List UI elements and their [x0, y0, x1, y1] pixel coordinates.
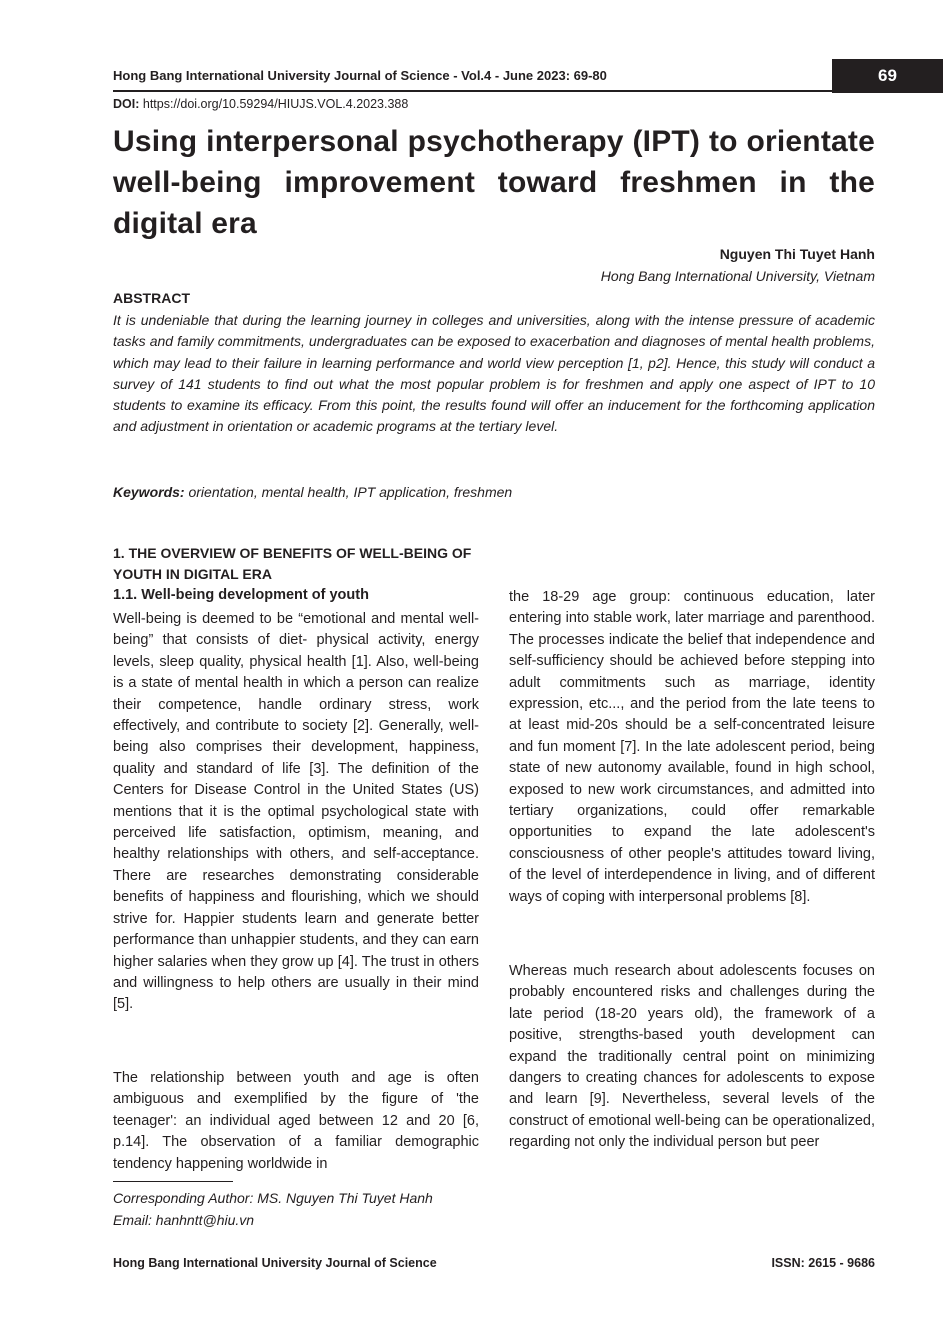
abstract-text: It is undeniable that during the learning journey in colleges and universities, along with the intense pressure of academic tasks and family commitments, undergraduates can be exposed to exacerbation and diagnoses of mental health problems, which may lead to their failure in learning performance and world view perception [1, p2]. Hence, this study will conduct a survey of 141 students to find out what the most popular problem is for freshmen and apply one aspect of IPT to 10 students to examine its efficacy. From this point, the results found will offer an inducement for the forthcoming application and adjustment in orientation or academic programs at the tertiary level.: [113, 312, 875, 435]
running-header: Hong Bang International University Journal of Science - Vol.4 - June 2023: 69-80: [113, 68, 607, 83]
keywords-label: Keywords:: [113, 484, 185, 500]
author-email[interactable]: Email: hanhntt@hiu.vn: [113, 1212, 255, 1228]
header-rule: [113, 90, 832, 92]
article-title: Using interpersonal psychotherapy (IPT) to orientate well-being improvement toward freshmen in the digital era: [113, 125, 875, 240]
corresponding-author: Corresponding Author: MS. Nguyen Thi Tuyet Hanh: [113, 1190, 433, 1206]
section-heading: 1. THE OVERVIEW OF BENEFITS OF WELL-BEING OF YOUTH IN DIGITAL ERA: [113, 545, 472, 582]
doi-line: [113, 97, 408, 111]
left-column-paragraph-1: Well-being is deemed to be “emotional and mental well-being” that consists of diet- physical activity, energy levels, sleep quality, physical health [1]. Also, well-being is a state of mental health in which a person can realize their competence, handle ordinary stress, work effectively, and contribute to society [2]. Generally, well-being also comprises their development, happiness, quality and standard of life [3]. The definition of the Centers for Disease Control in the United States (US) mentions that it is the optimal psychological state with perceived life satisfaction, optimism, meaning, and healthy relationships with others, and self-acceptance. There are researches demonstrating considerable benefits of happiness and flourishing, which we should strive for. Happier students learn and generate better performance than unhappier students, and they can earn higher salaries when they grow up [4]. The trust in others and willingness to help others are usually in their mind [5].: [113, 611, 479, 1013]
page-number: 69: [832, 59, 943, 93]
subsection-heading: 1.1. Well-being development of youth: [113, 587, 369, 603]
left-column-paragraph-2: The relationship between youth and age is often ambiguous and exemplified by the figure of 'the teenager': an individual aged between 12 and 20 [6, p.14]. The observation of a familiar demographic tendency happening worldwide in: [113, 1070, 479, 1172]
footer-journal-name: Hong Bang International University Journal of Science: [113, 1256, 437, 1270]
author-name: Nguyen Thi Tuyet Hanh: [719, 246, 875, 262]
doi-label: DOI:: [113, 97, 140, 111]
doi-link[interactable]: https://doi.org/10.59294/HIUJS.VOL.4.2023.388: [142, 97, 409, 111]
footer-issn: ISSN: 2615 - 9686: [771, 1256, 875, 1270]
right-column-paragraph-1: the 18-29 age group: continuous education, later entering into stable work, later marriage and parenthood. The processes indicate the belief that independence and self-sufficiency should be achieved before stepping into adult commitments such as marriage, identity expression, etc..., and the period from the late teens to at least mid-20s should be a self-concentrated leisure and fun moment [7]. In the late adolescent period, being state of new autonomy available, found in high school, exposed to new work circumstances, and admitted into tertiary organizations, could offer remarkable opportunities to expand the late adolescent's consciousness of other people's attitudes toward living, of the level of interdependence in living, and of different ways of coping with interpersonal problems [8].: [509, 589, 875, 905]
right-column-paragraph-2: Whereas much research about adolescents focuses on probably encountered risks and challenges during the late period (18-20 years old), the framework of a positive, strengths-based youth development can expand the traditionally central point on minimizing dangers to creating chances for adolescents to expose and learn [9]. Nevertheless, several levels of the construct of emotional well-being can be operationalized, regarding not only the individual person but peer: [509, 963, 875, 1151]
keywords-line: [113, 484, 512, 500]
abstract-heading: ABSTRACT: [113, 290, 190, 306]
footnote-rule: [113, 1181, 233, 1182]
keywords-text: orientation, mental health, IPT application, freshmen: [188, 484, 513, 500]
author-affiliation: Hong Bang International University, Vietnam: [600, 268, 875, 284]
